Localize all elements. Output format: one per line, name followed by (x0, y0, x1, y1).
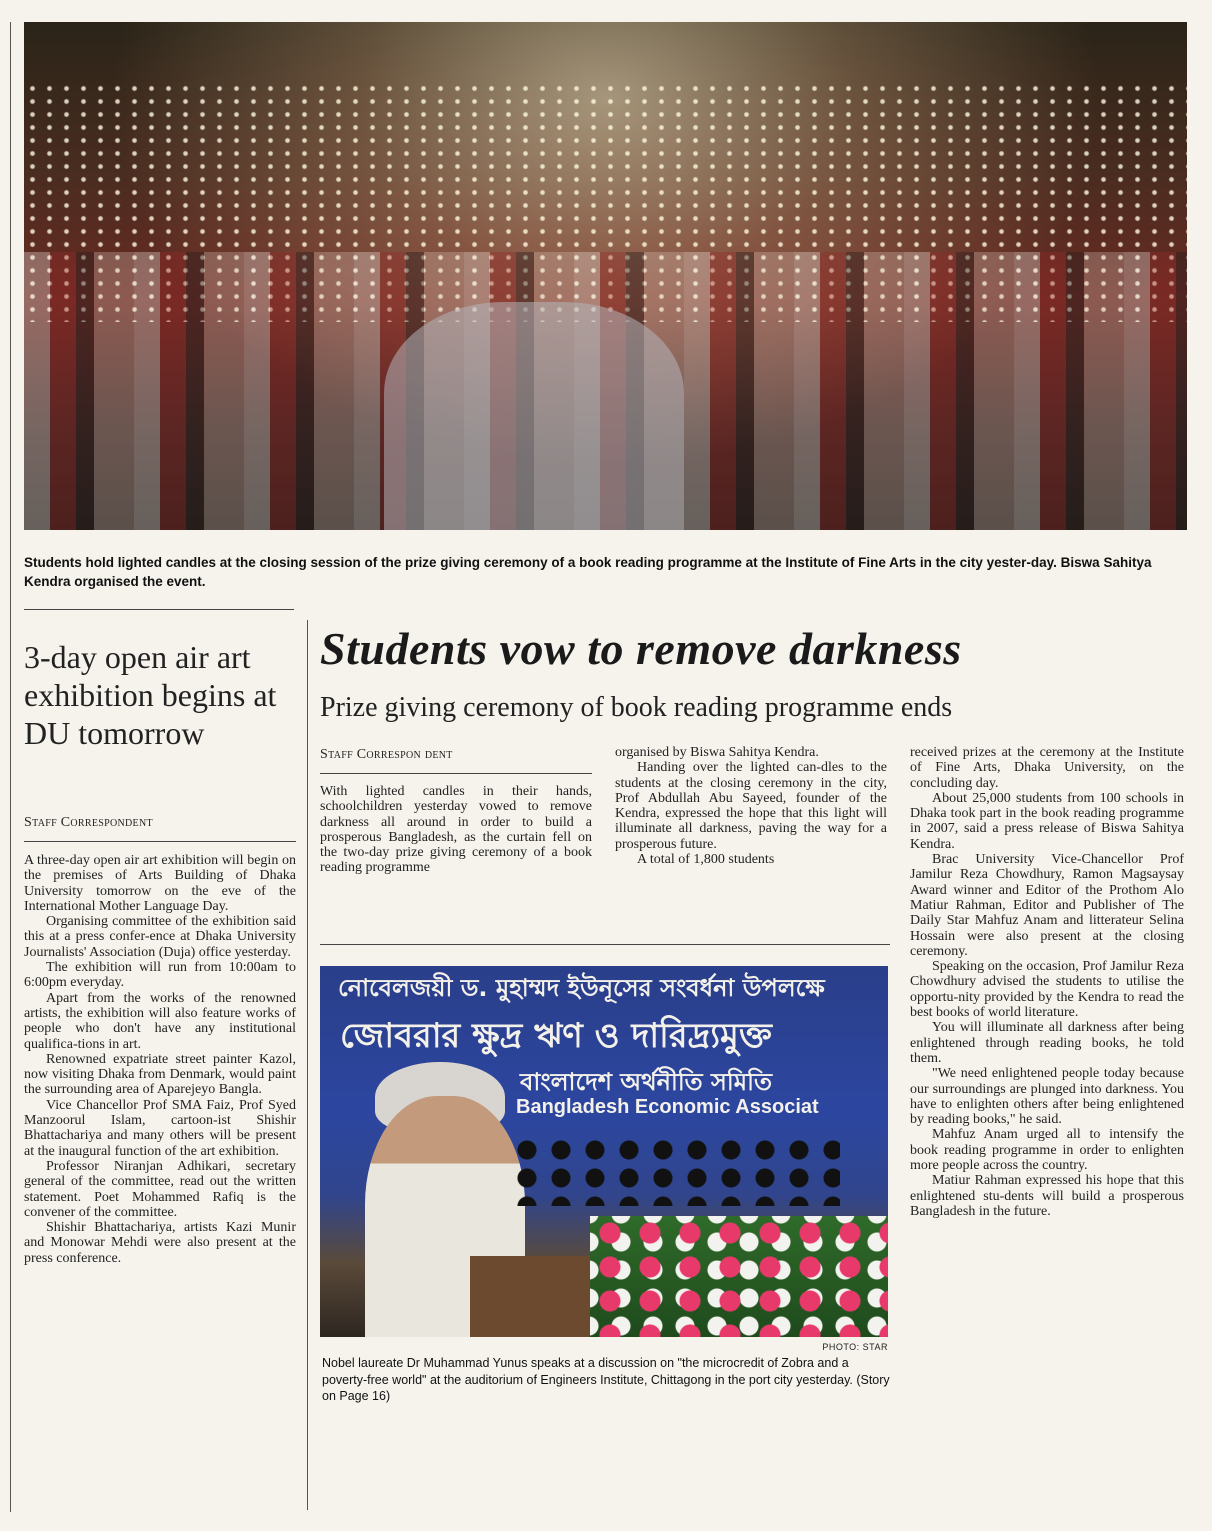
column-divider (307, 620, 308, 1510)
main-col1-paragraph: With lighted candles in their hands, schoolchildren yesterday vowed to remove darkness all around in order to build a prosperous Bangladesh, as the curtain fell on the two-day prize giving ceremony of a book reading programme (320, 784, 592, 876)
main-col3-paragraph: Mahfuz Anam urged all to intensify the book reading programme in order to enlighten more people across the country. (910, 1127, 1184, 1174)
yunus-speech-photo (320, 966, 888, 1337)
main-col3-paragraph: About 25,000 students from 100 schools in Dhaka took part in the book reading programme in 2007, said a press release of Biswa Sahitya Kendra. (910, 790, 1184, 852)
top-photo-caption: Students hold lighted candles at the closing session of the prize giving ceremony of a book reading programme at the Institute of Fine Arts in the city yester-day. Biswa Sahitya Kendra organised the event. (24, 555, 1152, 589)
left-paragraph: The exhibition will run from 10:00am to 6:00pm everyday. (24, 960, 296, 991)
main-story-divider (320, 944, 890, 945)
photo-credit: PHOTO: STAR (822, 1342, 888, 1352)
main-col2-paragraph: organised by Biswa Sahitya Kendra. (615, 745, 819, 760)
microphones (510, 1136, 840, 1206)
left-paragraph: Professor Niranjan Adhikari, secretary general of the committee, read out the written statement. Poet Mohammed Rafiq is the convener of the committee. (24, 1158, 296, 1220)
main-col3-paragraph: You will illuminate all darkness after being enlightened through reading books, he told them. (910, 1020, 1184, 1066)
left-paragraph: Organising committee of the exhibition said this at a press confer-ence at Dhaka University Journalists' Association (Duja) office yesterday. (24, 914, 296, 960)
main-story-column-3 (910, 745, 1184, 1219)
main-col3-paragraph: Matiur Rahman expressed his hope that this enlightened stu-dents will build a prosperous Bangladesh in the future. (910, 1173, 1184, 1219)
left-story-byline: Staff Correspondent (24, 815, 153, 830)
main-col3-paragraph: Brac University Vice-Chancellor Prof Jamilur Reza Chowdhury, Ramon Magsaysay Award winner and Editor of the Prothom Alo Matiur Rahman, Editor and Publisher of The Daily Star Mahfuz Anam and litterateur Selina Hossain were also present at the closing ceremony. (910, 852, 1184, 959)
left-paragraph: A three-day open air art exhibition will begin on the premises of Arts Building of Dhaka University tomorrow on the eve of the International Mother Language Day. (24, 853, 296, 914)
banner-english-line: Bangladesh Economic Associat (516, 1096, 819, 1118)
main-story-byline: Staff Correspon dent (320, 747, 453, 762)
left-paragraph: Apart from the works of the renowned artists, the exhibition will also feature works of people who don't have any institutional qualifica-tions in art. (24, 990, 296, 1052)
flower-arrangement (590, 1216, 888, 1337)
candle-ceremony-photo (24, 22, 1187, 530)
main-col3-paragraph: Speaking on the occasion, Prof Jamilur Reza Chowdhury advised the students to utilise the opportu-nity provided by the Kendra to read the best books of world literature. (910, 959, 1184, 1021)
left-story-body (24, 853, 296, 1266)
foreground-figure (384, 302, 684, 530)
bottom-photo-caption: Nobel laureate Dr Muhammad Yunus speaks at a discussion on "the microcredit of Zobra and a poverty-free world" at the auditorium of Engineers Institute, Chittagong in the port city yesterday. (Story on Page 16) (322, 1356, 890, 1403)
main-col2-paragraph: A total of 1,800 students (637, 852, 775, 868)
section-divider (24, 609, 294, 610)
main-story-headline: Students vow to remove darkness (320, 623, 962, 674)
banner-bengali-line-1: নোবেলজয়ী ড. মুহাম্মদ ইউনূসের সংবর্ধনা উপলক্ষে (338, 974, 825, 1002)
banner-bengali-line-3: বাংলাদেশ অর্থনীতি সমিতি (520, 1068, 772, 1096)
left-byline-rule (24, 841, 296, 842)
main-col2-paragraph: Handing over the lighted can-dles to the students at the closing ceremony in the city, Prof Abdullah Abu Sayeed, founder of the Kendra, expressed the hope that this light will illuminate all darkness, paving the way for a prosperous future. (615, 760, 887, 852)
main-story-column-2 (615, 745, 887, 867)
left-paragraph: Shishir Bhattachariya, artists Kazi Munir and Monowar Mehdi were also present at the press conference. (24, 1220, 296, 1266)
left-story-headline: 3-day open air art exhibition begins at DU tomorrow (24, 639, 277, 751)
left-paragraph: Vice Chancellor Prof SMA Faiz, Prof Syed Manzoorul Islam, cartoon-ist Shishir Bhattachariya and many others will be present at the inaugural function of the art exhibition. (24, 1097, 296, 1159)
podium (470, 1256, 610, 1337)
main-col3-paragraph: "We need enlightened people today because our surroundings are plunged into darkness. You have to enlighten others after being enlightened by reading books," he said. (910, 1066, 1184, 1128)
left-paragraph: Renowned expatriate street painter Kazol, now visiting Dhaka from Denmark, would paint the surrounding area of Aparejeyo Bangla. (24, 1051, 296, 1098)
main-col3-paragraph: received prizes at the ceremony at the Institute of Fine Arts, Dhaka University, on the concluding day. (910, 745, 1184, 791)
main-story-column-1 (320, 784, 592, 876)
banner-bengali-line-2: জোবরার ক্ষুদ্র ঋণ ও দারিদ্র্যমুক্ত (340, 1016, 772, 1056)
page-left-rule (10, 22, 11, 1512)
main-byline-rule (320, 773, 592, 774)
main-story-subhead: Prize giving ceremony of book reading programme ends (320, 692, 953, 723)
